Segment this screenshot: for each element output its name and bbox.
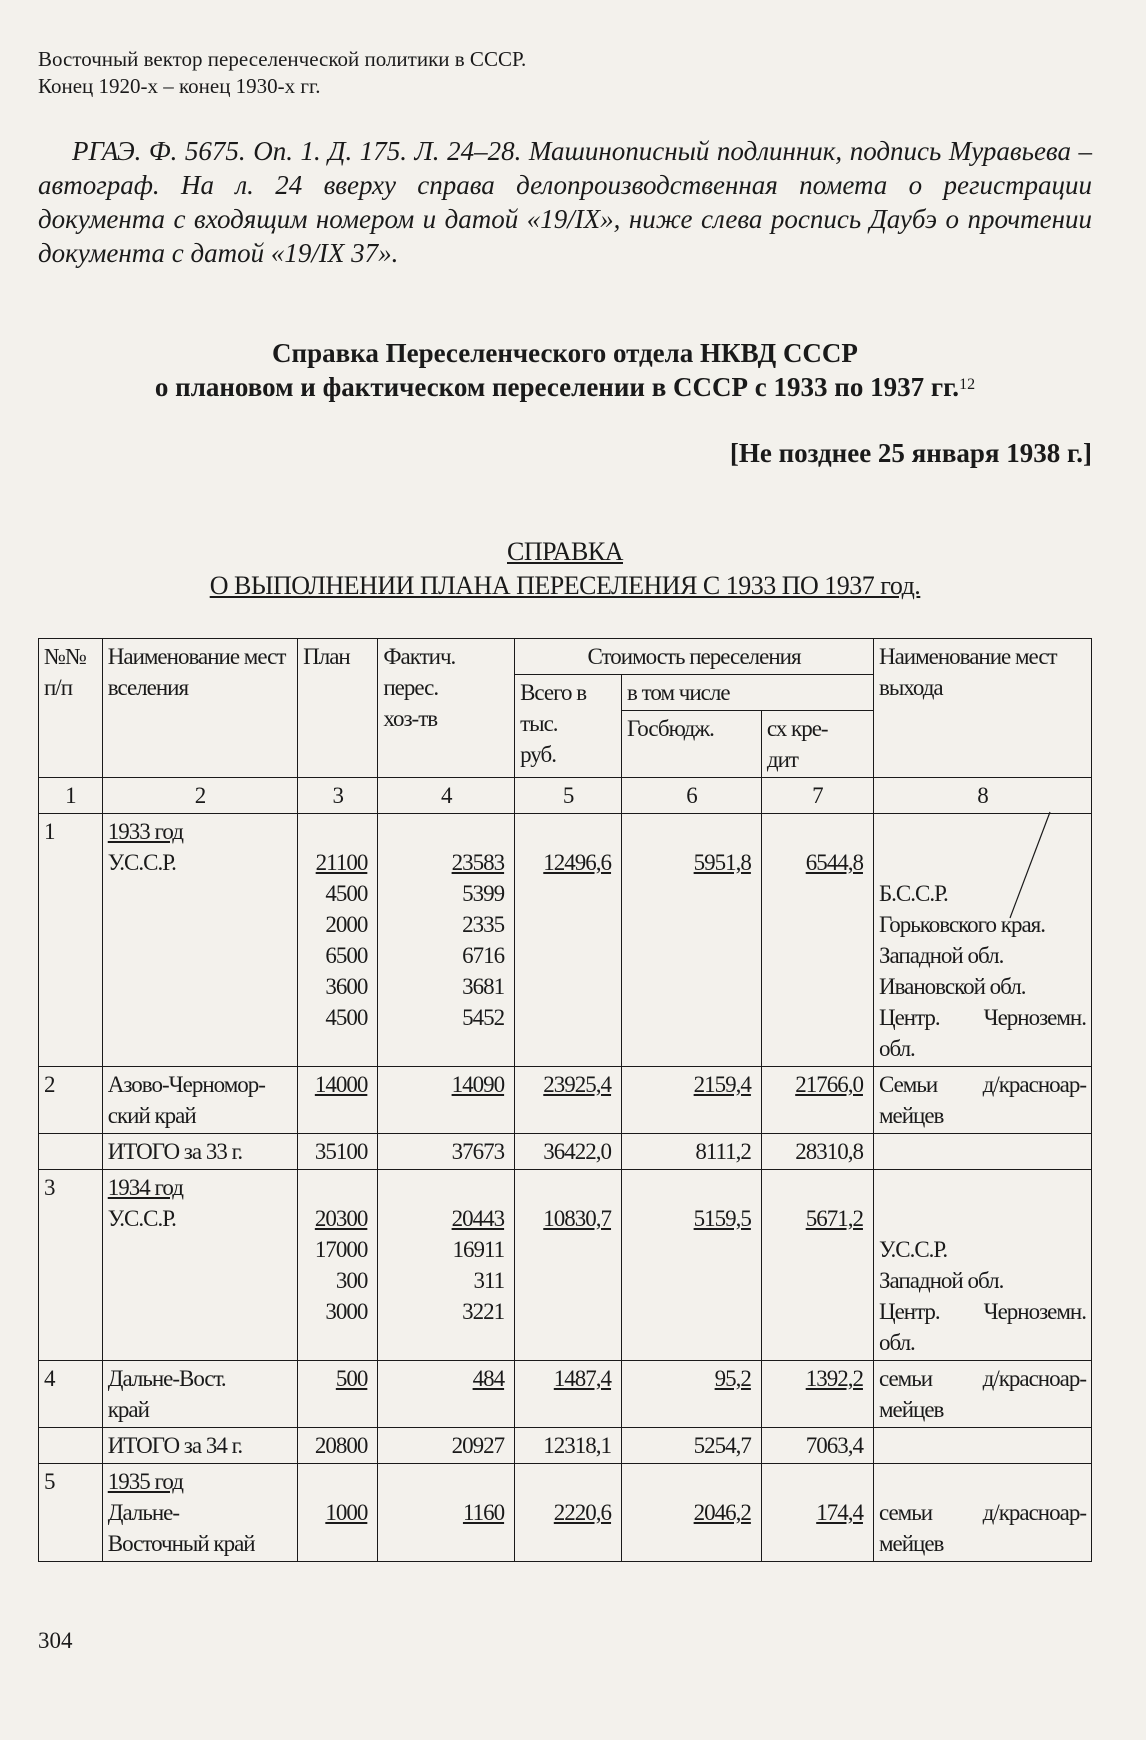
header-num-line1: №№ — [44, 644, 86, 669]
gos-value: 2046,2 — [693, 1500, 751, 1525]
header-credit-line2: дит — [766, 747, 798, 772]
row-credit — [761, 1361, 873, 1428]
header-origin: Наименование мест выхода — [873, 639, 1091, 778]
total-row-1934 — [39, 1428, 1092, 1464]
plan-value: 4500 — [325, 881, 368, 906]
total-cost: 36422,0 — [515, 1134, 622, 1170]
col-number: 7 — [761, 778, 873, 814]
col-number: 5 — [515, 778, 622, 814]
row-gos — [622, 814, 762, 1067]
cost-value: 1487,4 — [553, 1366, 612, 1391]
header-num-line2: п/п — [44, 675, 73, 700]
total-label: ИТОГО за 33 г. — [102, 1134, 297, 1170]
row-num: 1 — [39, 814, 103, 1067]
archive-source-note: РГАЭ. Ф. 5675. Оп. 1. Д. 175. Л. 24–28. Машинописный подлинник, подпись Муравьева – автограф. На л. 24 вверху справа делопроизводственная помета о регистрации документа с входящим номером и датой «19/IX», ниже слева роспись Даубэ о прочтении документа с датой «19/IX 37». — [38, 136, 1092, 268]
row-cost — [515, 1067, 622, 1134]
total-label: ИТОГО за 34 г. — [102, 1428, 297, 1464]
dest-line: ский край — [107, 1103, 196, 1128]
fact-value: 1160 — [462, 1500, 505, 1525]
total-fact: 20927 — [378, 1428, 515, 1464]
row-origin — [873, 1464, 1091, 1562]
origin-item: У.С.С.Р. — [878, 1237, 948, 1262]
header-row-1 — [39, 639, 1092, 675]
plan-value: 17000 — [314, 1237, 368, 1262]
header-total-line3: руб. — [520, 742, 556, 767]
cost-total: 12496,6 — [543, 850, 612, 875]
dest-line: Азово-Черномор- — [107, 1072, 265, 1097]
row-cost — [515, 1464, 622, 1562]
row-destination — [102, 1361, 297, 1428]
row-destination — [102, 1067, 297, 1134]
page-number: 304 — [38, 1628, 73, 1653]
row-gos — [622, 1361, 762, 1428]
document-title-line2-text: о плановом и фактическом переселении в СССР с 1933 по 1937 гг. — [154, 372, 960, 402]
year-label: 1934 год — [107, 1175, 183, 1200]
row-gos — [622, 1464, 762, 1562]
fact-value: 16911 — [452, 1237, 505, 1262]
resettlement-table — [38, 638, 1092, 1562]
spravka-subheading: О ВЫПОЛНЕНИИ ПЛАНА ПЕРЕСЕЛЕНИЯ С 1933 ПО 1937 год. — [209, 571, 921, 600]
total-cost: 12318,1 — [515, 1428, 622, 1464]
header-plan: План — [298, 639, 378, 778]
fact-value: 5452 — [462, 1005, 505, 1030]
running-head-line1: Восточный вектор переселенческой политики в СССР. — [38, 47, 527, 71]
row-plan — [298, 814, 378, 1067]
row-origin — [873, 1361, 1091, 1428]
row-plan — [298, 1170, 378, 1361]
document-title — [38, 336, 1092, 404]
header-credit — [761, 711, 873, 778]
row-origin — [873, 1170, 1091, 1361]
total-gos: 5254,7 — [622, 1428, 762, 1464]
row-num: 3 — [39, 1170, 103, 1361]
fact-value: 5399 — [462, 881, 505, 906]
total-gos: 8111,2 — [622, 1134, 762, 1170]
credit-value: 5671,2 — [805, 1206, 863, 1231]
col-number: 6 — [622, 778, 762, 814]
header-cost: Стоимость переселения — [515, 639, 874, 675]
row-credit — [761, 814, 873, 1067]
column-number-row — [39, 778, 1092, 814]
row-cost — [515, 1361, 622, 1428]
row-num: 2 — [39, 1067, 103, 1134]
spravka-title — [38, 535, 1092, 603]
origin-item: обл. — [878, 1330, 915, 1355]
header-gos-budget: Госбюдж. — [622, 711, 762, 778]
fact-value: 311 — [473, 1268, 505, 1293]
total-plan: 20800 — [298, 1428, 378, 1464]
table-row-2 — [39, 1067, 1092, 1134]
header-destination: Наименование мест вселения — [102, 639, 297, 778]
region-label: У.С.С.Р. — [107, 850, 176, 875]
region-label: У.С.С.Р. — [107, 1206, 176, 1231]
table-row-4 — [39, 1361, 1092, 1428]
row-num: 4 — [39, 1361, 103, 1428]
header-total-line2: тыс. — [520, 711, 558, 736]
row-fact — [378, 1067, 515, 1134]
row-origin — [873, 1067, 1091, 1134]
plan-value: 2000 — [325, 912, 368, 937]
gos-value: 2159,4 — [693, 1072, 751, 1097]
row-fact — [378, 814, 515, 1067]
col-number: 2 — [102, 778, 297, 814]
header-total — [515, 675, 622, 778]
plan-value: 3600 — [325, 974, 368, 999]
dest-line: Дальне- — [107, 1500, 179, 1525]
row-destination — [102, 1464, 297, 1562]
col-number: 8 — [873, 778, 1091, 814]
origin-item: Б.С.С.Р. — [878, 881, 948, 906]
fact-value: 2335 — [462, 912, 505, 937]
col-number: 1 — [39, 778, 103, 814]
plan-total: 21100 — [315, 850, 368, 875]
fact-total: 20443 — [451, 1206, 505, 1231]
origin-item: Западной обл. — [878, 943, 1004, 968]
gos-value: 5159,5 — [693, 1206, 751, 1231]
row-cost — [515, 1170, 622, 1361]
fact-value: 484 — [472, 1366, 505, 1391]
header-total-line1: Всего в — [520, 680, 587, 705]
total-fact: 37673 — [378, 1134, 515, 1170]
plan-value: 500 — [335, 1366, 368, 1391]
table-row-5 — [39, 1464, 1092, 1562]
spravka-heading: СПРАВКА — [507, 537, 623, 566]
origin-line: мейцев — [878, 1531, 944, 1556]
gos-value: 95,2 — [714, 1366, 751, 1391]
header-num — [39, 639, 103, 778]
origin-line: Семьи д/красноар- — [878, 1072, 1086, 1097]
dest-line: край — [107, 1397, 149, 1422]
plan-value: 14000 — [314, 1072, 368, 1097]
row-credit — [761, 1067, 873, 1134]
year-label: 1933 год — [107, 819, 183, 844]
credit-value: 6544,8 — [805, 850, 863, 875]
row-credit — [761, 1170, 873, 1361]
origin-item: Центр. Черноземн. — [878, 1299, 1086, 1324]
plan-value: 1000 — [325, 1500, 368, 1525]
fact-value: 3681 — [462, 974, 505, 999]
origin-line: мейцев — [878, 1397, 944, 1422]
row-credit — [761, 1464, 873, 1562]
origin-item: Горьковского края. — [878, 912, 1045, 937]
origin-item: Западной обл. — [878, 1268, 1004, 1293]
plan-value: 3000 — [325, 1299, 368, 1324]
credit-value: 174,4 — [816, 1500, 863, 1525]
dest-line: Дальне-Вост. — [107, 1366, 226, 1391]
row-destination — [102, 814, 297, 1067]
plan-value: 300 — [335, 1268, 368, 1293]
origin-item: Ивановской обл. — [878, 974, 1026, 999]
year-label: 1935 год — [107, 1469, 183, 1494]
fact-total: 23583 — [451, 850, 505, 875]
gos-value: 5951,8 — [693, 850, 751, 875]
fact-value: 6716 — [462, 943, 505, 968]
row-plan — [298, 1464, 378, 1562]
table-row-1 — [39, 814, 1092, 1067]
row-gos — [622, 1067, 762, 1134]
document-title-line2 — [38, 370, 1092, 404]
col-number: 4 — [378, 778, 515, 814]
diagonal-stroke-mark — [1000, 808, 1060, 928]
col-number: 3 — [298, 778, 378, 814]
row-fact — [378, 1170, 515, 1361]
row-cost — [515, 814, 622, 1067]
row-plan — [298, 1361, 378, 1428]
origin-item: обл. — [878, 1036, 915, 1061]
header-including: в том числе — [622, 675, 874, 711]
total-row-1933 — [39, 1134, 1092, 1170]
running-head-line2: Конец 1920-х – конец 1930-х гг. — [38, 74, 321, 98]
running-head — [38, 46, 526, 100]
plan-value: 6500 — [325, 943, 368, 968]
document-date: [Не позднее 25 января 1938 г.] — [729, 438, 1092, 468]
header-fact — [378, 639, 515, 778]
credit-value: 1392,2 — [805, 1366, 863, 1391]
row-gos — [622, 1170, 762, 1361]
fact-value: 3221 — [462, 1299, 505, 1324]
cost-total: 10830,7 — [543, 1206, 612, 1231]
table-row-3 — [39, 1170, 1092, 1361]
credit-value: 21766,0 — [795, 1072, 863, 1097]
footnote-ref: 12 — [959, 376, 976, 393]
row-fact — [378, 1361, 515, 1428]
origin-line: семьи д/красноар- — [878, 1366, 1086, 1391]
cost-value: 23925,4 — [543, 1072, 612, 1097]
plan-total: 20300 — [314, 1206, 368, 1231]
row-plan — [298, 1067, 378, 1134]
header-credit-line1: сх кре- — [766, 716, 828, 741]
total-credit: 7063,4 — [761, 1428, 873, 1464]
dest-line: Восточный край — [107, 1531, 255, 1556]
plan-value: 4500 — [325, 1005, 368, 1030]
total-credit: 28310,8 — [761, 1134, 873, 1170]
row-fact — [378, 1464, 515, 1562]
origin-line: мейцев — [878, 1103, 944, 1128]
row-num: 5 — [39, 1464, 103, 1562]
row-destination — [102, 1170, 297, 1361]
cost-value: 2220,6 — [553, 1500, 612, 1525]
document-title-line1: Справка Переселенческого отдела НКВД СССР — [272, 338, 858, 368]
fact-value: 14090 — [451, 1072, 505, 1097]
spravka-heading-line — [38, 535, 1092, 569]
total-plan: 35100 — [298, 1134, 378, 1170]
origin-item: Центр. Черноземн. — [878, 1005, 1086, 1030]
header-fact-line2: перес. — [383, 675, 439, 700]
header-fact-line1: Фактич. — [383, 644, 456, 669]
origin-line: семьи д/красноар- — [878, 1500, 1086, 1525]
header-fact-line3: хоз-тв — [383, 706, 438, 731]
